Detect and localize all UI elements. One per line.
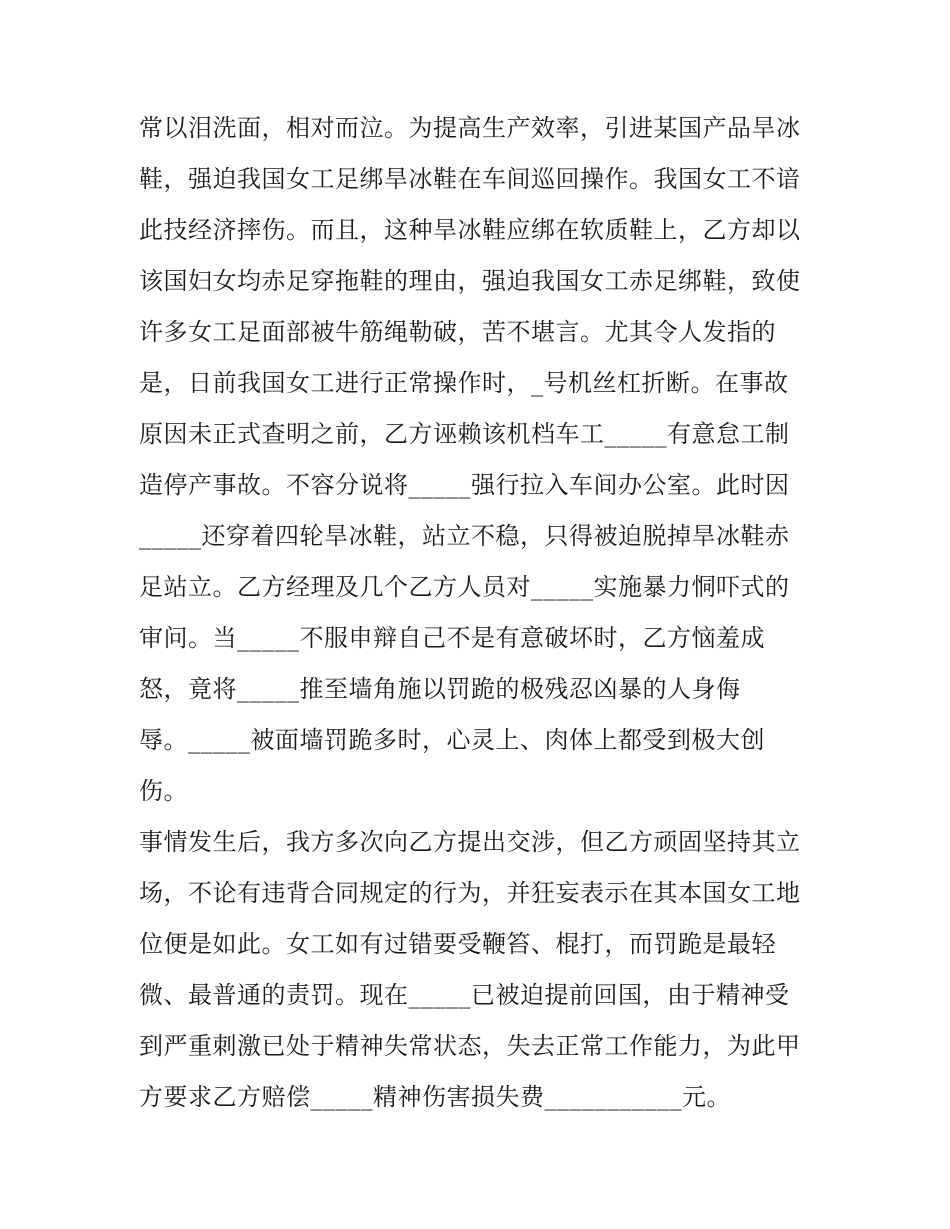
text-line: 是，日前我国女工进行正常操作时，_号机丝杠折断。在事故 xyxy=(139,369,789,397)
text-line: 该国妇女均赤足穿拖鞋的理由，强迫我国女工赤足绑鞋，致使 xyxy=(139,267,801,295)
text-line: 方要求乙方赔偿_____精神伤害损失费___________元。 xyxy=(139,1083,731,1111)
text-line: 事情发生后，我方多次向乙方提出交涉，但乙方顽固坚持其立 xyxy=(139,828,801,856)
text-line: 许多女工足面部被牛筋绳勒破，苦不堪言。尤其令人发指的 xyxy=(139,318,776,346)
text-line: 鞋，强迫我国女工足绑旱冰鞋在车间巡回操作。我国女工不谙 xyxy=(139,165,801,193)
text-line: 到严重刺激已处于精神失常状态，失去正常工作能力，为此甲 xyxy=(139,1032,801,1060)
text-line: _____还穿着四轮旱冰鞋，站立不稳，只得被迫脱掉旱冰鞋赤 xyxy=(139,522,790,550)
text-line: 怒，竟将_____推至墙角施以罚跪的极残忍凶暴的人身侮 xyxy=(139,675,741,703)
text-line: 辱。_____被面墙罚跪多时，心灵上、肉体上都受到极大创 xyxy=(139,726,765,754)
text-line: 微、最普通的责罚。现在_____已被迫提前回国，由于精神受 xyxy=(139,981,790,1009)
text-line: 此技经济摔伤。而且，这种旱冰鞋应绑在软质鞋上，乙方却以 xyxy=(139,216,801,244)
text-line: 审问。当_____不服申辩自己不是有意破坏时，乙方恼羞成 xyxy=(139,624,765,652)
text-line: 足站立。乙方经理及几个乙方人员对_____实施暴力恫吓式的 xyxy=(139,573,790,601)
text-line: 场，不论有违背合同规定的行为，并狂妄表示在其本国女工地 xyxy=(139,879,801,907)
text-line: 伤。 xyxy=(139,777,188,805)
text-line: 位便是如此。女工如有过错要受鞭笞、棍打，而罚跪是最轻 xyxy=(139,930,776,958)
text-line: 原因未正式查明之前，乙方诬赖该机档车工_____有意怠工制 xyxy=(139,420,790,448)
text-line: 造停产事故。不容分说将_____强行拉入车间办公室。此时因 xyxy=(139,471,790,499)
text-line: 常以泪洗面，相对而泣。为提高生产效率，引进某国产品旱冰 xyxy=(139,114,801,142)
